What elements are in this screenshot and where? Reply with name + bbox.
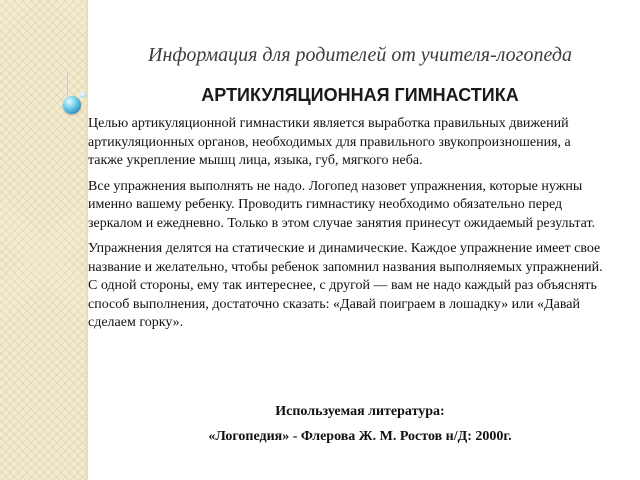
blue-bubble-icon [63, 96, 81, 114]
small-bubble-icon [80, 92, 86, 98]
paragraph-goal: Целью артикуляционной гимнастики является выработка правильных движений артикуляционных органов, необходимых для правильного звукопроизношения, а также укрепление мышц лица, языка, губ, мягкого неба. [88, 116, 571, 168]
decorative-side-band [0, 0, 88, 480]
article-body [88, 115, 606, 340]
literature-heading: Используемая литература: [275, 404, 445, 419]
literature-section [100, 404, 620, 445]
page-subtitle: Информация для родителей от учителя-логопеда [148, 44, 572, 66]
page-title: АРТИКУЛЯЦИОННАЯ ГИМНАСТИКА [201, 85, 519, 105]
paragraph-instructions: Все упражнения выполнять не надо. Логопед назовет упражнения, которые нужны именно вашему ребенку. Проводить гимнастику необходимо обязательно перед зеркалом и ежедневно. Только в этом случае занятия принесут ожидаемый результат. [88, 178, 596, 231]
literature-reference: «Логопедия» - Флерова Ж. М. Ростов н/Д: 2000г. [208, 429, 512, 444]
paragraph-exercise-types: Упражнения делятся на статические и динамические. Каждое упражнение имеет свое название и желательно, чтобы ребенок запомнил названия выполняемых упражнений. С одной стороны, ему так интереснее, с другой — вам не надо каждый раз объяснять способ выполнения, достаточно сказать: «Давай поиграем в лошадку» или «Давай сделаем горку». [88, 241, 603, 330]
